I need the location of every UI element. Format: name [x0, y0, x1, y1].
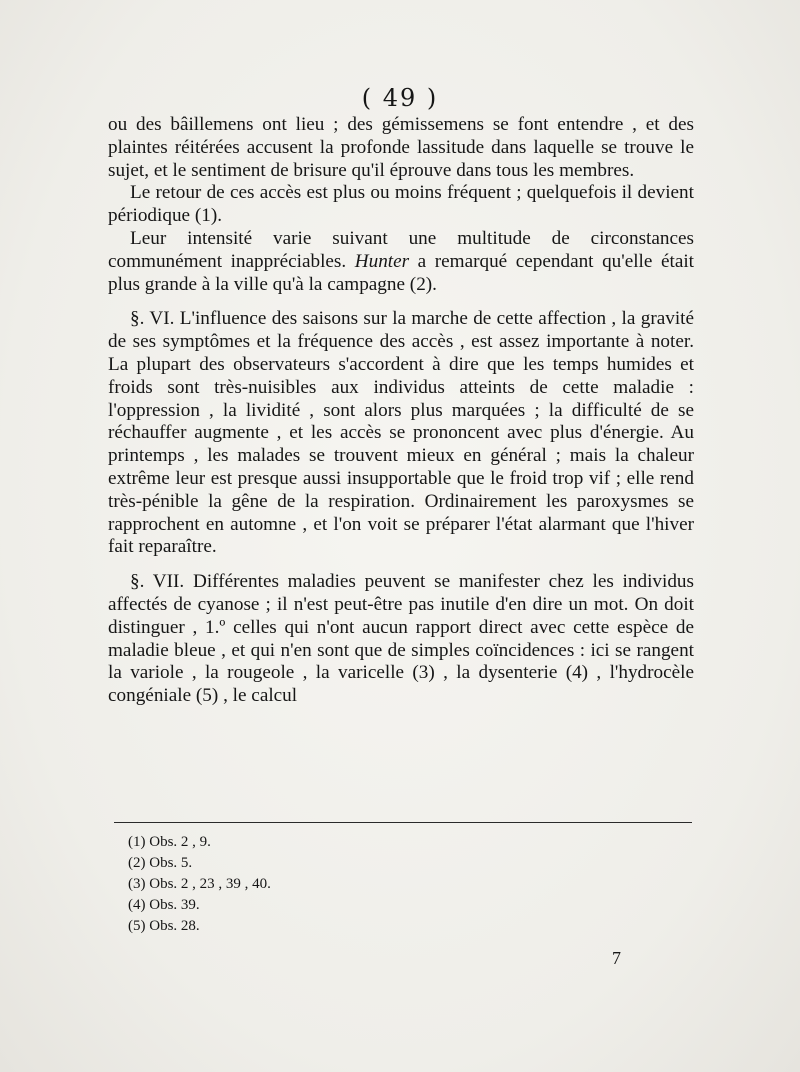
paragraph-3	[108, 228, 694, 296]
author-name: Hunter	[354, 250, 410, 272]
footnotes	[128, 832, 271, 937]
footnote-3: (3) Obs. 2 , 23 , 39 , 40.	[128, 876, 271, 892]
paragraph-3-part-b: a remarqué cependant qu'elle était plus grande à la ville qu'à la campagne (2).	[108, 250, 694, 295]
section-vii: §. VII. Différentes maladies peuvent se manifester chez les individus affectés de cyanose ; il n'est peut-être pas inutile d'en dire un mot. On doit distinguer , 1.º celles qui n'ont aucun rapport direct avec cette espèce de maladie bleue , et qui n'en sont que de simples coïncidences : ici se rangent la variole , la rougeole , la varicelle (3) , la dysenterie (4) , l'hydrocèle congéniale (5) , le calcul	[108, 571, 694, 707]
paragraph-1: ou des bâillemens ont lieu ; des gémissemens se font entendre , et des plaintes réitérées accusent la profonde lassitude dans laquelle se trouve le sujet, et le sentiment de brisure qu'il éprouve dans tous les membres.	[108, 114, 694, 181]
footnote-5: (5) Obs. 28.	[128, 918, 200, 934]
page-number: ( 49 )	[361, 84, 439, 112]
paragraph-2: Le retour de ces accès est plus ou moins fréquent ; quelquefois il devient périodique (1).	[108, 182, 694, 227]
footnote-2: (2) Obs. 5.	[128, 855, 193, 871]
body-text	[108, 114, 694, 708]
section-vi: §. VI. L'influence des saisons sur la marche de cette affection , la gravité de ses symptômes et la fréquence des accès , est assez importante à noter. La plupart des observateurs s'accordent à dire que les temps humides et froids sont très-nuisibles aux individus atteints de cette maladie : l'oppression , la lividité , sont alors plus marquées ; la difficulté de se réchauffer augmente , et les accès se prononcent avec plus d'énergie. Au printemps , les malades se trouvent mieux en général ; mais la chaleur extrême leur est presque aussi insupportable que le froid trop vif ; elle rend très-pénible la gêne de la respiration. Ordinairement les paroxysmes se rapprochent en automne , et l'on voit se préparer l'état alarmant que l'hiver fait reparaître.	[108, 308, 694, 558]
footnote-rule	[114, 822, 692, 823]
paragraph-3-part-a: Leur intensité varie suivant une multitude de circonstances communément inappréciables.	[108, 227, 694, 272]
footnote-1: (1) Obs. 2 , 9.	[128, 834, 211, 850]
footnote-4: (4) Obs. 39.	[128, 897, 200, 913]
signature-mark: 7	[612, 948, 621, 968]
